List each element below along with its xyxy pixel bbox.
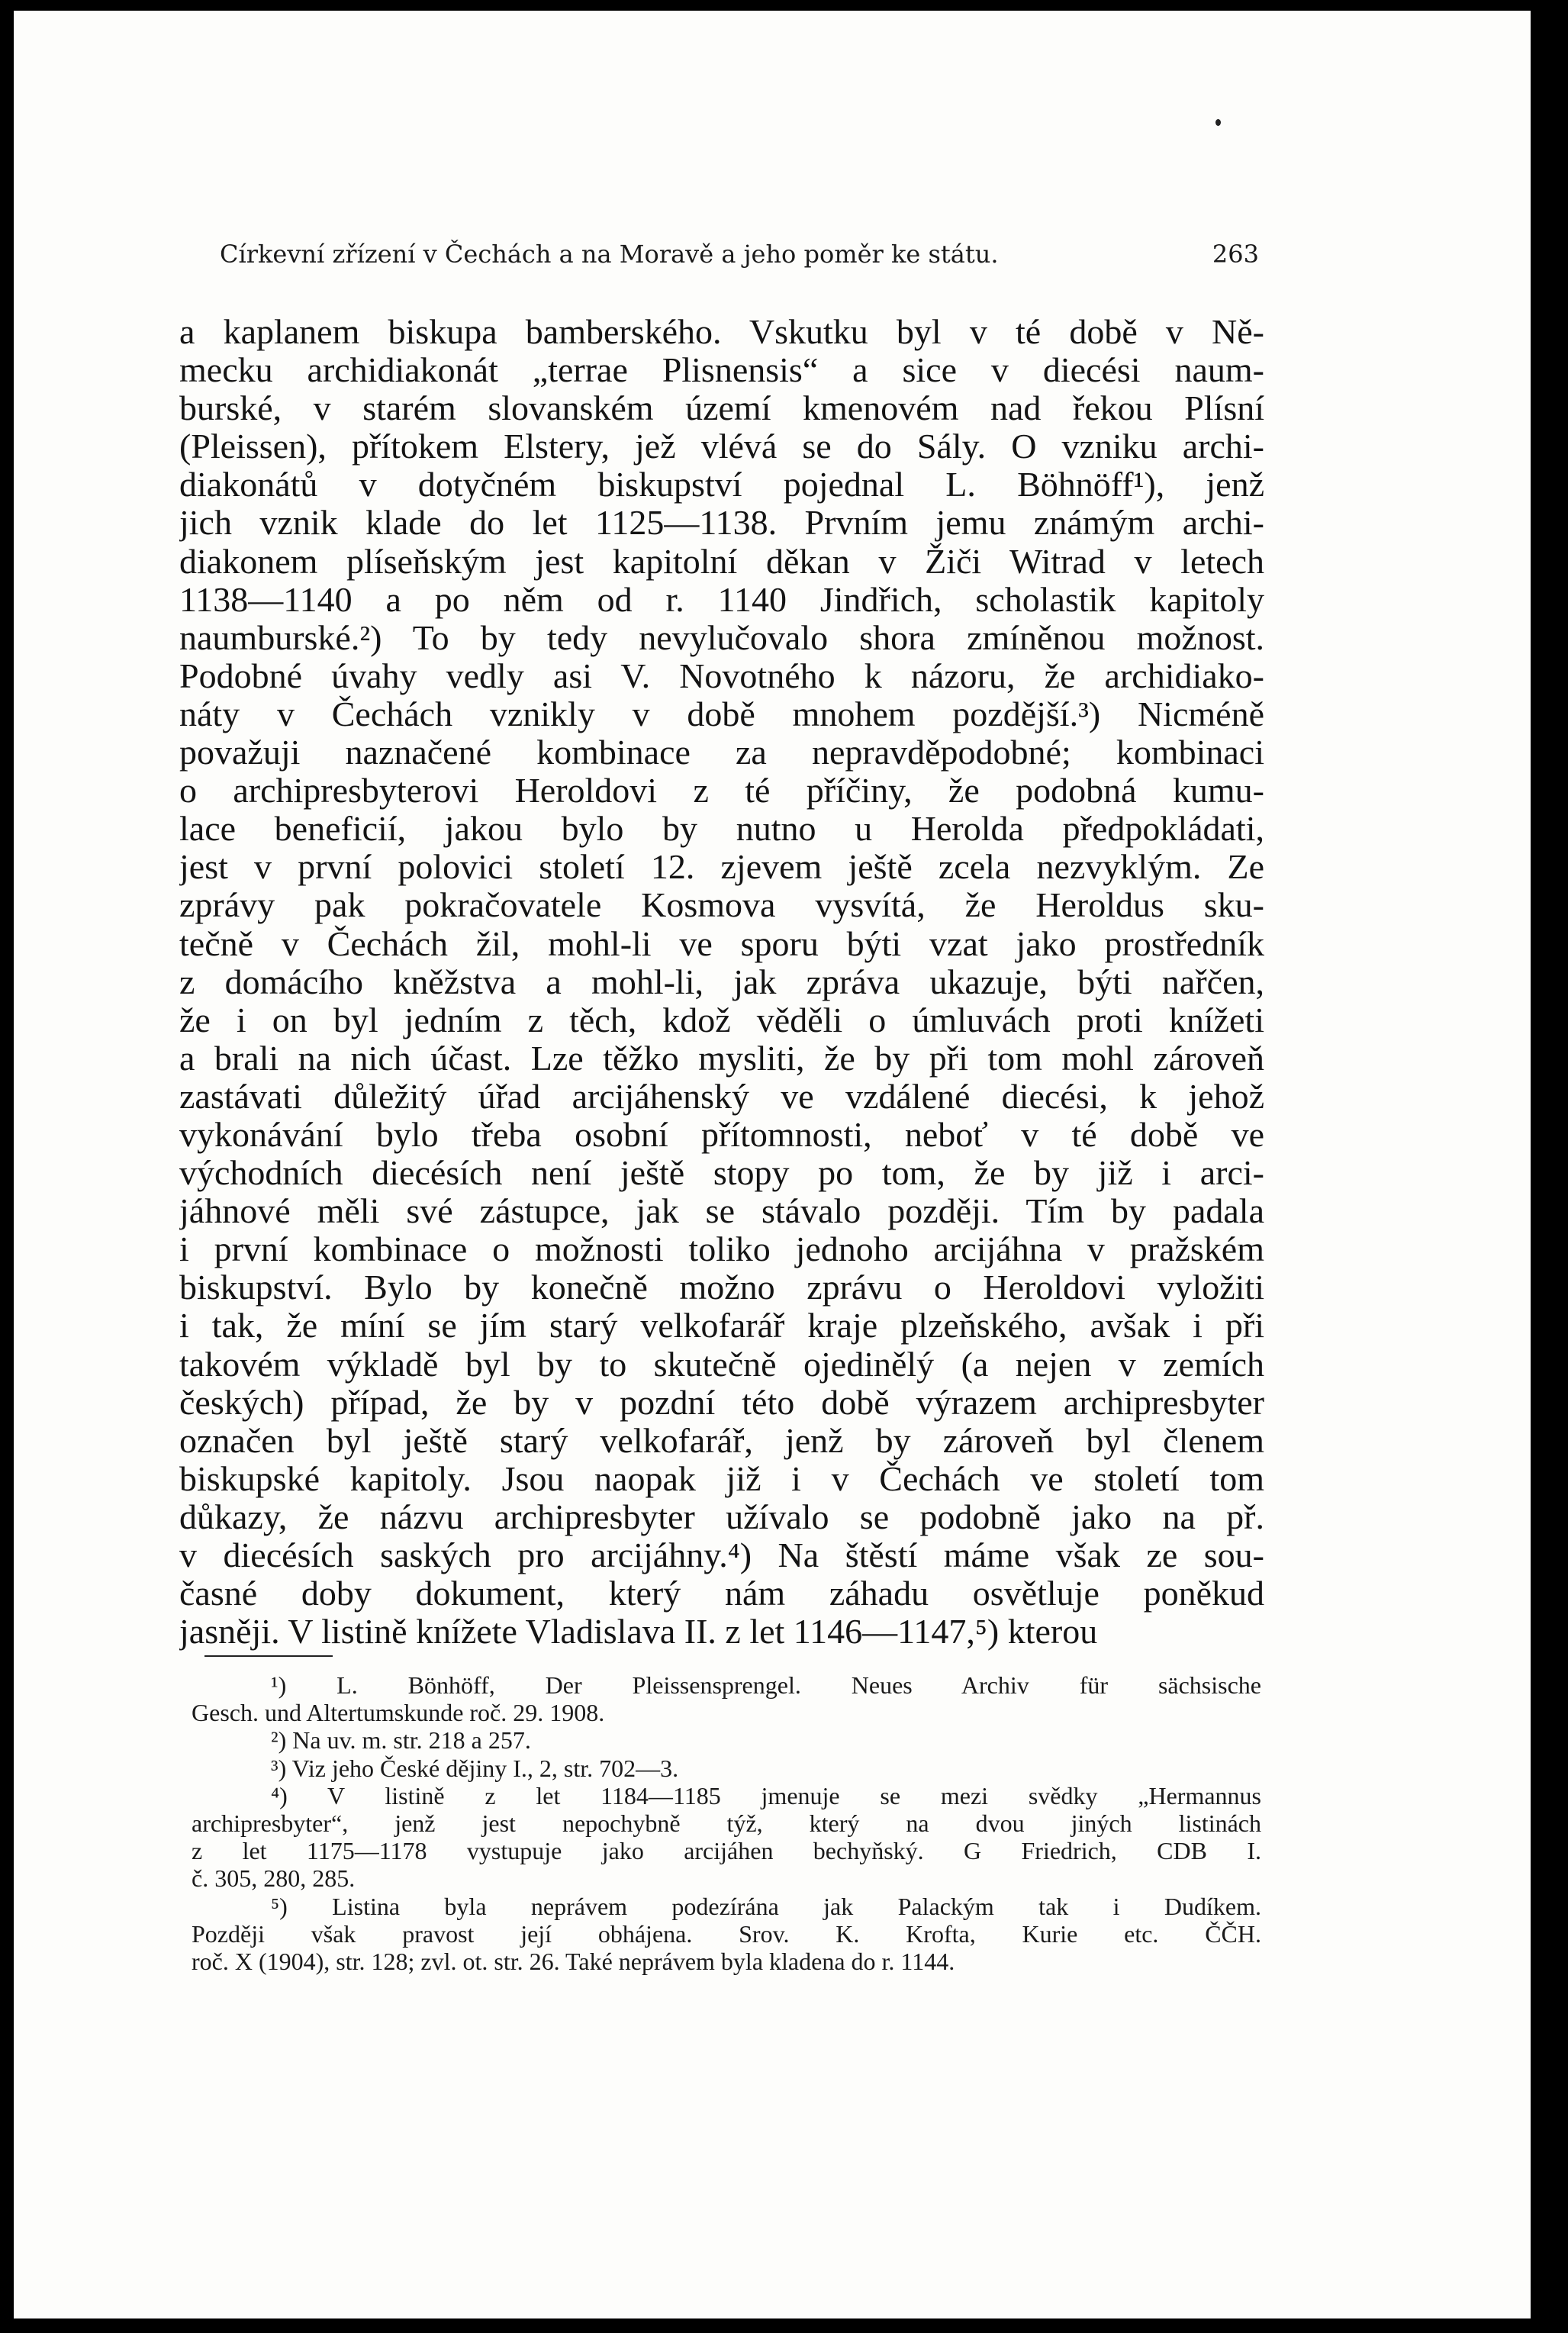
body-line: i první kombinace o možnosti toliko jednoho arcijáhna v pražském xyxy=(179,1230,1264,1269)
footnote-line: ⁴) V listině z let 1184—1185 jmenuje se mezi svědky „Hermannus xyxy=(271,1781,1261,1809)
running-title: Církevní zřízení v Čechách a na Moravě a jeho poměr ke státu. xyxy=(220,240,999,269)
body-line: z domácího kněžstva a mohl-li, jak zpráva ukazuje, býti nařčen, xyxy=(179,962,1264,1001)
body-line: tečně v Čechách žil, mohl-li ve sporu býti vzat jako prostředník xyxy=(179,924,1264,963)
body-line: diakonátů v dotyčném biskupství pojednal L. Böhnöff¹), jenž xyxy=(179,466,1264,504)
body-line: zprávy pak pokračovatele Kosmova vysvítá, že Heroldus sku- xyxy=(179,886,1264,925)
body-line: časné doby dokument, který nám záhadu osvětluje poněkud xyxy=(179,1574,1264,1613)
body-line: a brali na nich účast. Lze těžko mysliti, že by při tom mohl zároveň xyxy=(179,1039,1264,1078)
page-number: 263 xyxy=(1212,240,1259,269)
footnote-line: Později však pravost její obhájena. Srov. K. Krofta, Kurie etc. ČČH. xyxy=(192,1919,1261,1948)
footnote-line: ³) Viz jeho České dějiny I., 2, str. 702—3. xyxy=(271,1754,679,1782)
body-line: burské, v starém slovanském území kmenovém nad řekou Plísní xyxy=(179,389,1264,428)
footnote-line: ²) Na uv. m. str. 218 a 257. xyxy=(271,1726,531,1755)
body-text xyxy=(179,313,1264,1651)
body-line: označen byl ještě starý velkofarář, jenž by zároveň byl členem xyxy=(179,1421,1264,1460)
footnotes xyxy=(192,1671,1261,1975)
body-line: takovém výkladě byl by to skutečně ojedinělý (a nejen v zemích xyxy=(179,1345,1264,1384)
body-line: 1138—1140 a po něm od r. 1140 Jindřich, scholastik kapitoly xyxy=(179,580,1264,619)
body-line: jasněji. V listině knížete Vladislava II. z let 1146—1147,⁵) kterou xyxy=(179,1613,1098,1651)
body-line: českých) případ, že by v pozdní této době výrazem archipresbyter xyxy=(179,1383,1264,1422)
footnote-rule xyxy=(204,1655,333,1657)
body-line: (Pleissen), přítokem Elstery, jež vlévá se do Sály. O vzniku archi- xyxy=(179,427,1264,466)
footnote-line: ⁵) Listina byla neprávem podezírána jak Palackým tak i Dudíkem. xyxy=(271,1892,1261,1920)
body-line: naumburské.²) To by tedy nevylučovalo shora zmíněnou možnost. xyxy=(179,618,1264,657)
body-line: lace beneficií, jakou bylo by nutno u Herolda předpokládati, xyxy=(179,810,1264,849)
body-line: o archipresbyterovi Heroldovi z té příčiny, že podobná kumu- xyxy=(179,772,1264,810)
body-line: Podobné úvahy vedly asi V. Novotného k názoru, že archidiako- xyxy=(179,656,1264,695)
body-line: vykonávání bylo třeba osobní přítomnosti, neboť v té době ve xyxy=(179,1115,1264,1154)
body-line: i tak, že míní se jím starý velkofarář kraje plzeňského, avšak i při xyxy=(179,1307,1264,1345)
body-line: že i on byl jedním z těch, kdož věděli o úmluvách proti knížeti xyxy=(179,1001,1264,1039)
scanned-page xyxy=(14,11,1531,2318)
footnote-line: archipresbyter“, jenž jest nepochybně týž, který na dvou jiných listinách xyxy=(192,1809,1261,1837)
body-line: zastávati důležitý úřad arcijáhenský ve vzdálené diecési, k jehož xyxy=(179,1077,1264,1116)
body-line: východních diecésích není ještě stopy po tom, že by již i arci- xyxy=(179,1154,1264,1193)
body-line: biskupství. Bylo by konečně možno zprávu o Heroldovi vyložiti xyxy=(179,1268,1264,1307)
body-line: jáhnové měli své zástupce, jak se stávalo později. Tím by padala xyxy=(179,1192,1264,1231)
body-line: jich vznik klade do let 1125—1138. Prvním jemu známým archi- xyxy=(179,504,1264,543)
footnote-line: ¹) L. Bönhöff, Der Pleissensprengel. Neues Archiv für sächsische xyxy=(271,1671,1261,1699)
body-line: důkazy, že názvu archipresbyter užívalo se podobně jako na př. xyxy=(179,1497,1264,1536)
body-line: náty v Čechách vznikly v době mnohem pozdější.³) Nicméně xyxy=(179,694,1264,733)
footnote-line: Gesch. und Altertumskunde roč. 29. 1908. xyxy=(192,1699,605,1727)
body-line: a kaplanem biskupa bamberského. Vskutku byl v té době v Ně- xyxy=(179,313,1264,351)
body-line: považuji naznačené kombinace za nepravděpodobné; kombinaci xyxy=(179,733,1264,772)
body-line: jest v první polovici století 12. zjevem ještě zcela nezvyklým. Ze xyxy=(179,848,1264,887)
body-line: mecku archidiakonát „terrae Plisnensis“ a sice v diecési naum- xyxy=(179,351,1264,390)
footnote-line: č. 305, 280, 285. xyxy=(192,1864,356,1893)
body-line: biskupské kapitoly. Jsou naopak již i v Čechách ve století tom xyxy=(179,1459,1264,1498)
body-line: v diecésích saských pro arcijáhny.⁴) Na štěstí máme však ze sou- xyxy=(179,1536,1264,1574)
ink-speck xyxy=(1215,119,1221,126)
footnote-line: z let 1175—1178 vystupuje jako arcijáhen bechyňský. G Friedrich, CDB I. xyxy=(192,1837,1261,1865)
body-line: diakonem plíseňským jest kapitolní děkan v Žiči Witrad v letech xyxy=(179,542,1264,581)
footnote-line: roč. X (1904), str. 128; zvl. ot. str. 26. Také neprávem byla kladena do r. 1144. xyxy=(192,1947,955,1975)
